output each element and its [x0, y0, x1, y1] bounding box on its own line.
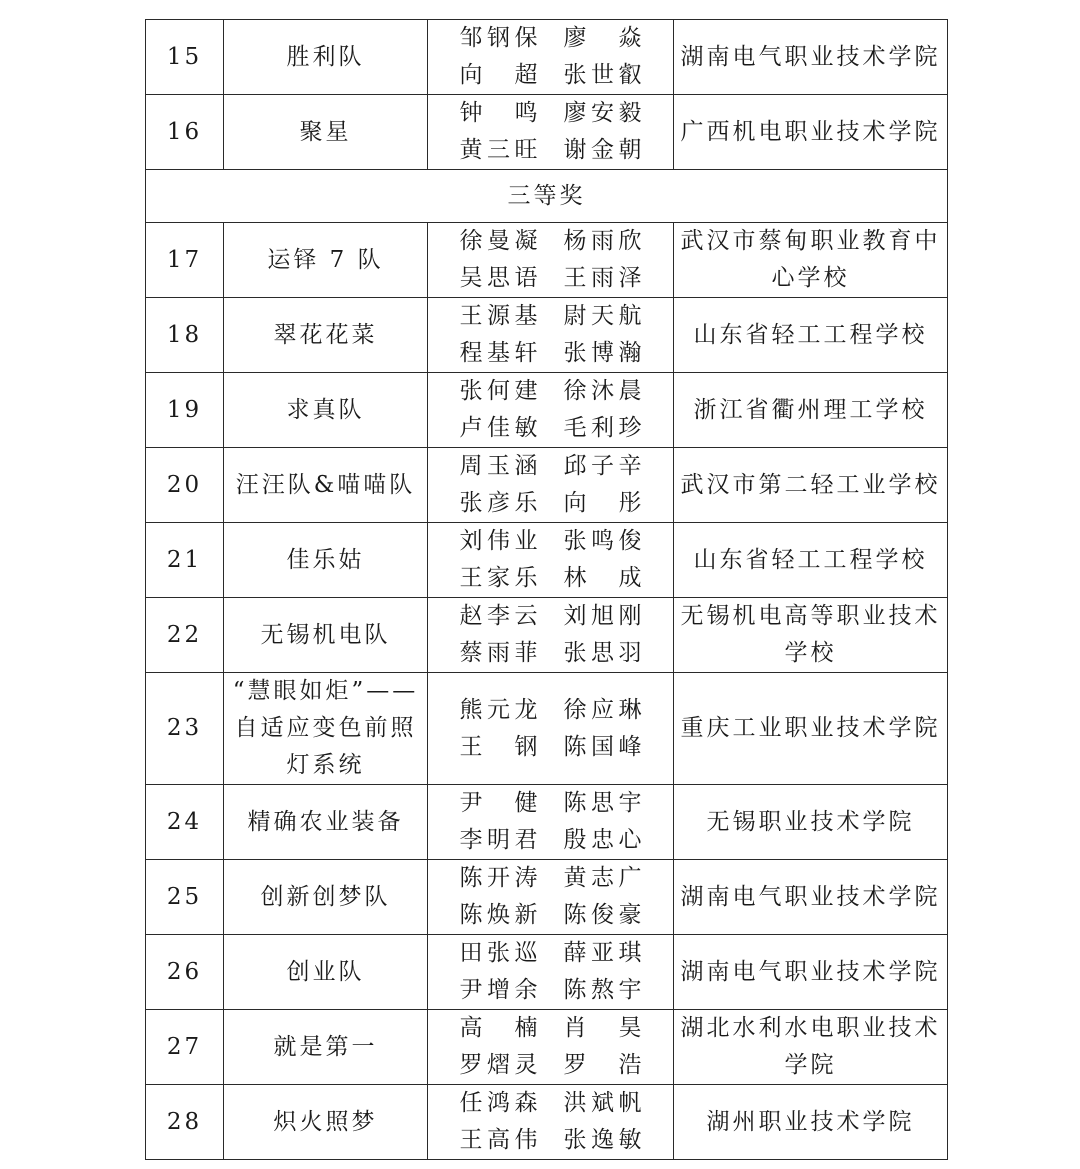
- team-name-cell: [224, 935, 428, 1010]
- team-name: 创新创梦队: [260, 883, 391, 910]
- member-name: 张鸣俊: [563, 528, 642, 554]
- school-cell: [674, 223, 948, 298]
- member-name: 王 钢: [459, 733, 538, 760]
- member-line: [428, 223, 673, 260]
- member-line: [428, 1047, 673, 1084]
- members-cell: [428, 523, 674, 598]
- school-cell: [674, 448, 948, 523]
- team-name-cell: [224, 95, 428, 170]
- member-line: [428, 132, 673, 169]
- team-name-cell: [224, 860, 428, 935]
- section-label: 三等奖: [146, 170, 948, 223]
- member-name: 赵李云: [459, 603, 538, 629]
- member-name: 卢佳敏: [459, 415, 538, 441]
- table-row: [146, 523, 948, 598]
- school-cell: [674, 298, 948, 373]
- table-row: [146, 95, 948, 170]
- members-cell: [428, 785, 674, 860]
- row-number: 27: [146, 1010, 224, 1085]
- team-name: “慧眼如炬”——自适应变色前照灯系统: [232, 678, 419, 778]
- member-line: [428, 935, 673, 972]
- members-cell: [428, 598, 674, 673]
- row-number: 23: [146, 673, 224, 785]
- member-line: [428, 785, 673, 822]
- member-name: 罗熠灵: [459, 1052, 538, 1078]
- member-line: [428, 635, 673, 672]
- member-name: 陈思宇: [563, 790, 642, 816]
- team-name-cell: [224, 448, 428, 523]
- member-line: [428, 260, 673, 297]
- member-name: 张彦乐: [459, 490, 538, 516]
- table-row: [146, 673, 948, 785]
- member-name: 王雨泽: [563, 265, 642, 291]
- member-name: 任鸿森: [459, 1090, 538, 1116]
- members-cell: [428, 223, 674, 298]
- member-name: 邱子辛: [563, 453, 642, 479]
- school-cell: [674, 20, 948, 95]
- table-row: [146, 1085, 948, 1160]
- team-name: 就是第一: [273, 1033, 378, 1060]
- team-name-cell: [224, 598, 428, 673]
- member-name: 洪斌帆: [563, 1090, 642, 1116]
- member-name: 邹钢保: [459, 25, 538, 51]
- member-name: 廖安毅: [563, 100, 642, 126]
- member-line: [428, 598, 673, 635]
- member-line: [428, 57, 673, 94]
- team-name: 无锡机电队: [260, 621, 391, 648]
- team-name: 胜利队: [286, 43, 365, 70]
- team-name: 求真队: [286, 396, 365, 423]
- members-cell: [428, 448, 674, 523]
- awards-table: [145, 19, 948, 1160]
- member-name: 毛利珍: [563, 415, 642, 441]
- team-name: 翠花花菜: [273, 321, 378, 348]
- member-name: 张思羽: [563, 640, 642, 666]
- school-cell: [674, 935, 948, 1010]
- school-name: 湖州职业技术学院: [706, 1108, 915, 1135]
- team-name: 精确农业装备: [247, 808, 404, 835]
- member-name: 周玉涵: [459, 453, 538, 479]
- team-name-cell: [224, 523, 428, 598]
- member-line: [428, 410, 673, 447]
- member-name: 徐应琳: [563, 696, 642, 723]
- row-number: 21: [146, 523, 224, 598]
- member-name: 陈熬宇: [563, 977, 642, 1003]
- member-line: [428, 729, 673, 766]
- school-name: 重庆工业职业技术学院: [680, 715, 941, 741]
- table-row: [146, 860, 948, 935]
- member-name: 张逸敏: [563, 1127, 642, 1153]
- member-name: 向 彤: [563, 490, 642, 516]
- table-row: [146, 1010, 948, 1085]
- table-row: [146, 298, 948, 373]
- row-number: 19: [146, 373, 224, 448]
- member-name: 刘伟业: [459, 528, 538, 554]
- member-line: [428, 20, 673, 57]
- member-name: 尹 健: [459, 790, 538, 816]
- row-number: 15: [146, 20, 224, 95]
- table-row: [146, 20, 948, 95]
- member-line: [428, 298, 673, 335]
- school-name: 山东省轻工工程学校: [693, 321, 928, 348]
- member-name: 向 超: [459, 62, 538, 88]
- member-name: 张博瀚: [563, 340, 642, 366]
- member-name: 吴思语: [459, 265, 538, 291]
- school-name: 武汉市蔡甸职业教育中心学校: [680, 228, 941, 291]
- member-name: 尹增余: [459, 977, 538, 1003]
- member-name: 杨雨欣: [563, 228, 642, 254]
- team-name-cell: [224, 298, 428, 373]
- member-name: 徐沐晨: [563, 378, 642, 404]
- team-name-cell: [224, 1010, 428, 1085]
- team-name: 佳乐姑: [286, 546, 365, 573]
- table-row: [146, 785, 948, 860]
- member-name: 黄三旺: [459, 137, 538, 163]
- row-number: 25: [146, 860, 224, 935]
- member-name: 徐曼凝: [459, 228, 538, 254]
- member-name: 罗 浩: [563, 1052, 642, 1078]
- awards-table-body: [146, 20, 948, 1160]
- members-cell: [428, 373, 674, 448]
- row-number: 26: [146, 935, 224, 1010]
- school-name: 广西机电职业技术学院: [680, 118, 941, 145]
- table-row: [146, 935, 948, 1010]
- team-name-cell: [224, 20, 428, 95]
- member-name: 蔡雨菲: [459, 640, 538, 666]
- members-cell: [428, 1085, 674, 1160]
- member-name: 陈国峰: [563, 733, 642, 760]
- table-row: [146, 373, 948, 448]
- member-line: [428, 972, 673, 1009]
- member-name: 田张巡: [459, 940, 538, 966]
- team-name-cell: [224, 373, 428, 448]
- members-cell: [428, 298, 674, 373]
- row-number: 24: [146, 785, 224, 860]
- members-cell: [428, 20, 674, 95]
- school-name: 湖南电气职业技术学院: [680, 43, 941, 70]
- member-name: 殷忠心: [563, 827, 642, 853]
- members-cell: [428, 935, 674, 1010]
- school-name: 湖南电气职业技术学院: [680, 958, 941, 985]
- school-cell: [674, 673, 948, 785]
- row-number: 17: [146, 223, 224, 298]
- team-name-cell: [224, 223, 428, 298]
- member-line: [428, 1122, 673, 1159]
- member-line: [428, 373, 673, 410]
- school-name: 山东省轻工工程学校: [693, 546, 928, 573]
- school-cell: [674, 523, 948, 598]
- school-name: 湖北水利水电职业技术学院: [680, 1015, 941, 1078]
- row-number: 28: [146, 1085, 224, 1160]
- member-line: [428, 523, 673, 560]
- school-cell: [674, 95, 948, 170]
- school-name: 湖南电气职业技术学院: [680, 883, 941, 910]
- school-cell: [674, 598, 948, 673]
- team-name: 创业队: [286, 958, 365, 985]
- team-name-cell: [224, 673, 428, 785]
- table-row: [146, 598, 948, 673]
- member-name: 王源基: [459, 303, 538, 329]
- member-name: 程基轩: [459, 340, 538, 366]
- school-name: 武汉市第二轻工业学校: [680, 471, 941, 498]
- team-name: 汪汪队&喵喵队: [235, 471, 416, 498]
- team-name: 聚星: [299, 118, 352, 145]
- member-name: 陈俊豪: [563, 902, 642, 928]
- member-name: 谢金朝: [563, 137, 642, 163]
- school-cell: [674, 860, 948, 935]
- row-number: 20: [146, 448, 224, 523]
- member-line: [428, 1010, 673, 1047]
- member-line: [428, 448, 673, 485]
- row-number: 16: [146, 95, 224, 170]
- member-name: 王家乐: [459, 565, 538, 591]
- row-number: 18: [146, 298, 224, 373]
- member-name: 尉天航: [563, 303, 642, 329]
- member-name: 薛亚琪: [563, 940, 642, 966]
- table-row: [146, 223, 948, 298]
- member-name: 张世叡: [563, 62, 642, 88]
- member-name: 李明君: [459, 827, 538, 853]
- section-row: [146, 170, 948, 223]
- member-line: [428, 822, 673, 859]
- team-name-cell: [224, 1085, 428, 1160]
- member-name: 廖 焱: [563, 25, 642, 51]
- member-line: [428, 335, 673, 372]
- members-cell: [428, 95, 674, 170]
- school-cell: [674, 1085, 948, 1160]
- member-line: [428, 95, 673, 132]
- member-name: 张何建: [459, 378, 538, 404]
- table-row: [146, 448, 948, 523]
- member-name: 肖 昊: [563, 1015, 642, 1041]
- row-number: 22: [146, 598, 224, 673]
- school-name: 无锡职业技术学院: [706, 808, 915, 835]
- members-cell: [428, 1010, 674, 1085]
- members-cell: [428, 673, 674, 785]
- member-line: [428, 1085, 673, 1122]
- member-name: 陈焕新: [459, 902, 538, 928]
- member-name: 刘旭刚: [563, 603, 642, 629]
- team-name-cell: [224, 785, 428, 860]
- member-name: 熊元龙: [459, 696, 538, 723]
- school-cell: [674, 785, 948, 860]
- school-cell: [674, 373, 948, 448]
- school-cell: [674, 1010, 948, 1085]
- school-name: 浙江省衢州理工学校: [693, 396, 928, 423]
- member-line: [428, 897, 673, 934]
- member-name: 钟 鸣: [459, 100, 538, 126]
- team-name: 运铎 7 队: [267, 246, 384, 273]
- member-line: [428, 560, 673, 597]
- member-name: 高 楠: [459, 1015, 538, 1041]
- member-line: [428, 860, 673, 897]
- members-cell: [428, 860, 674, 935]
- member-name: 黄志广: [563, 865, 642, 891]
- member-name: 林 成: [563, 565, 642, 591]
- member-line: [428, 485, 673, 522]
- school-name: 无锡机电高等职业技术学校: [680, 603, 941, 666]
- member-line: [428, 692, 673, 729]
- member-name: 陈开涛: [459, 865, 538, 891]
- team-name: 炽火照梦: [273, 1108, 378, 1135]
- member-name: 王高伟: [459, 1127, 538, 1153]
